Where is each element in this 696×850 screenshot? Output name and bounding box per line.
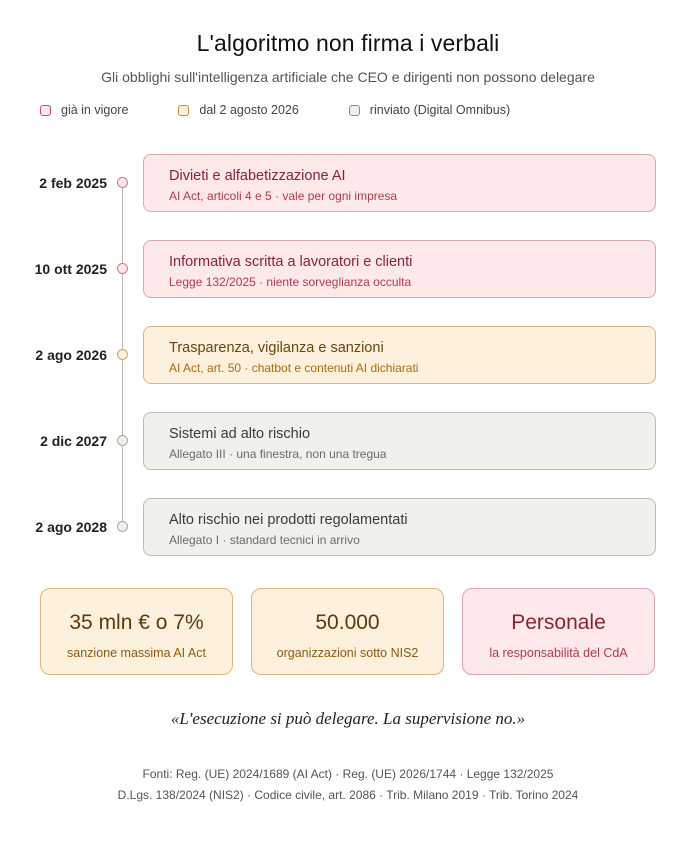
timeline-entry bbox=[0, 154, 696, 212]
stat-label: sanzione massima AI Act bbox=[67, 646, 206, 660]
timeline-entry bbox=[0, 240, 696, 298]
sources-line: Fonti: Reg. (UE) 2024/1689 (AI Act) · Reg. (UE) 2026/1744 · Legge 132/2025 bbox=[142, 767, 554, 781]
timeline-dot bbox=[117, 177, 128, 188]
timeline-card-subtitle: AI Act, art. 50 · chatbot e contenuti AI dichiarati bbox=[169, 361, 419, 375]
stat-value: Personale bbox=[511, 611, 606, 634]
legend-swatch-red bbox=[40, 105, 51, 116]
timeline-card bbox=[143, 326, 656, 384]
timeline-card-title: Trasparenza, vigilanza e sanzioni bbox=[169, 340, 384, 356]
timeline-date: 10 ott 2025 bbox=[34, 261, 107, 277]
timeline-card-subtitle: Legge 132/2025 · niente sorveglianza occulta bbox=[169, 275, 412, 289]
timeline-card bbox=[143, 154, 656, 212]
legend-swatch-gray bbox=[349, 105, 360, 116]
timeline-card bbox=[143, 412, 656, 470]
stat-label: la responsabilità del CdA bbox=[489, 646, 628, 660]
legend-item-postponed bbox=[349, 103, 510, 117]
stat-label: organizzazioni sotto NIS2 bbox=[276, 646, 419, 660]
timeline-card-subtitle: Allegato I · standard tecnici in arrivo bbox=[169, 533, 360, 547]
timeline-date: 2 dic 2027 bbox=[40, 433, 107, 449]
sources-line: D.Lgs. 138/2024 (NIS2) · Codice civile, art. 2086 · Trib. Milano 2019 · Trib. Torino 2024 bbox=[117, 788, 579, 802]
legend bbox=[40, 102, 560, 118]
timeline-dot bbox=[117, 263, 128, 274]
page-title: L'algoritmo non firma i verbali bbox=[196, 30, 500, 56]
timeline-dot bbox=[117, 435, 128, 446]
timeline-card-title: Informativa scritta a lavoratori e clienti bbox=[169, 254, 413, 270]
timeline-date: 2 ago 2026 bbox=[35, 347, 107, 363]
timeline-entry bbox=[0, 412, 696, 470]
timeline-card bbox=[143, 240, 656, 298]
legend-item-from-august-2026 bbox=[178, 103, 298, 117]
timeline-card-subtitle: Allegato III · una finestra, non una tregua bbox=[169, 447, 387, 461]
legend-label: dal 2 agosto 2026 bbox=[199, 103, 299, 117]
stat-value: 35 mln € o 7% bbox=[69, 611, 204, 634]
timeline-card-title: Divieti e alfabetizzazione AI bbox=[169, 168, 346, 184]
stat-card-max-fine bbox=[40, 588, 233, 675]
timeline-card-title: Sistemi ad alto rischio bbox=[169, 426, 311, 442]
page-subtitle: Gli obblighi sull'intelligenza artificiale che CEO e dirigenti non possono delegare bbox=[101, 69, 595, 85]
timeline-card bbox=[143, 498, 656, 556]
legend-item-in-force bbox=[40, 103, 128, 117]
timeline-dot bbox=[117, 349, 128, 360]
timeline-entry bbox=[0, 326, 696, 384]
legend-swatch-amber bbox=[178, 105, 189, 116]
stat-card-board-responsibility bbox=[462, 588, 655, 675]
legend-label: già in vigore bbox=[61, 103, 129, 117]
timeline-dot bbox=[117, 521, 128, 532]
sources bbox=[0, 764, 696, 806]
quote: «L'esecuzione si può delegare. La supervisione no.» bbox=[170, 709, 526, 728]
stat-value: 50.000 bbox=[315, 611, 380, 634]
timeline-date: 2 ago 2028 bbox=[35, 519, 107, 535]
timeline-entry bbox=[0, 498, 696, 556]
timeline-card-title: Alto rischio nei prodotti regolamentati bbox=[169, 512, 408, 528]
timeline-date: 2 feb 2025 bbox=[39, 175, 107, 191]
legend-label: rinviato (Digital Omnibus) bbox=[369, 103, 511, 117]
stat-card-nis2-organizations bbox=[251, 588, 444, 675]
timeline-card-subtitle: AI Act, articoli 4 e 5 · vale per ogni impresa bbox=[169, 189, 398, 203]
